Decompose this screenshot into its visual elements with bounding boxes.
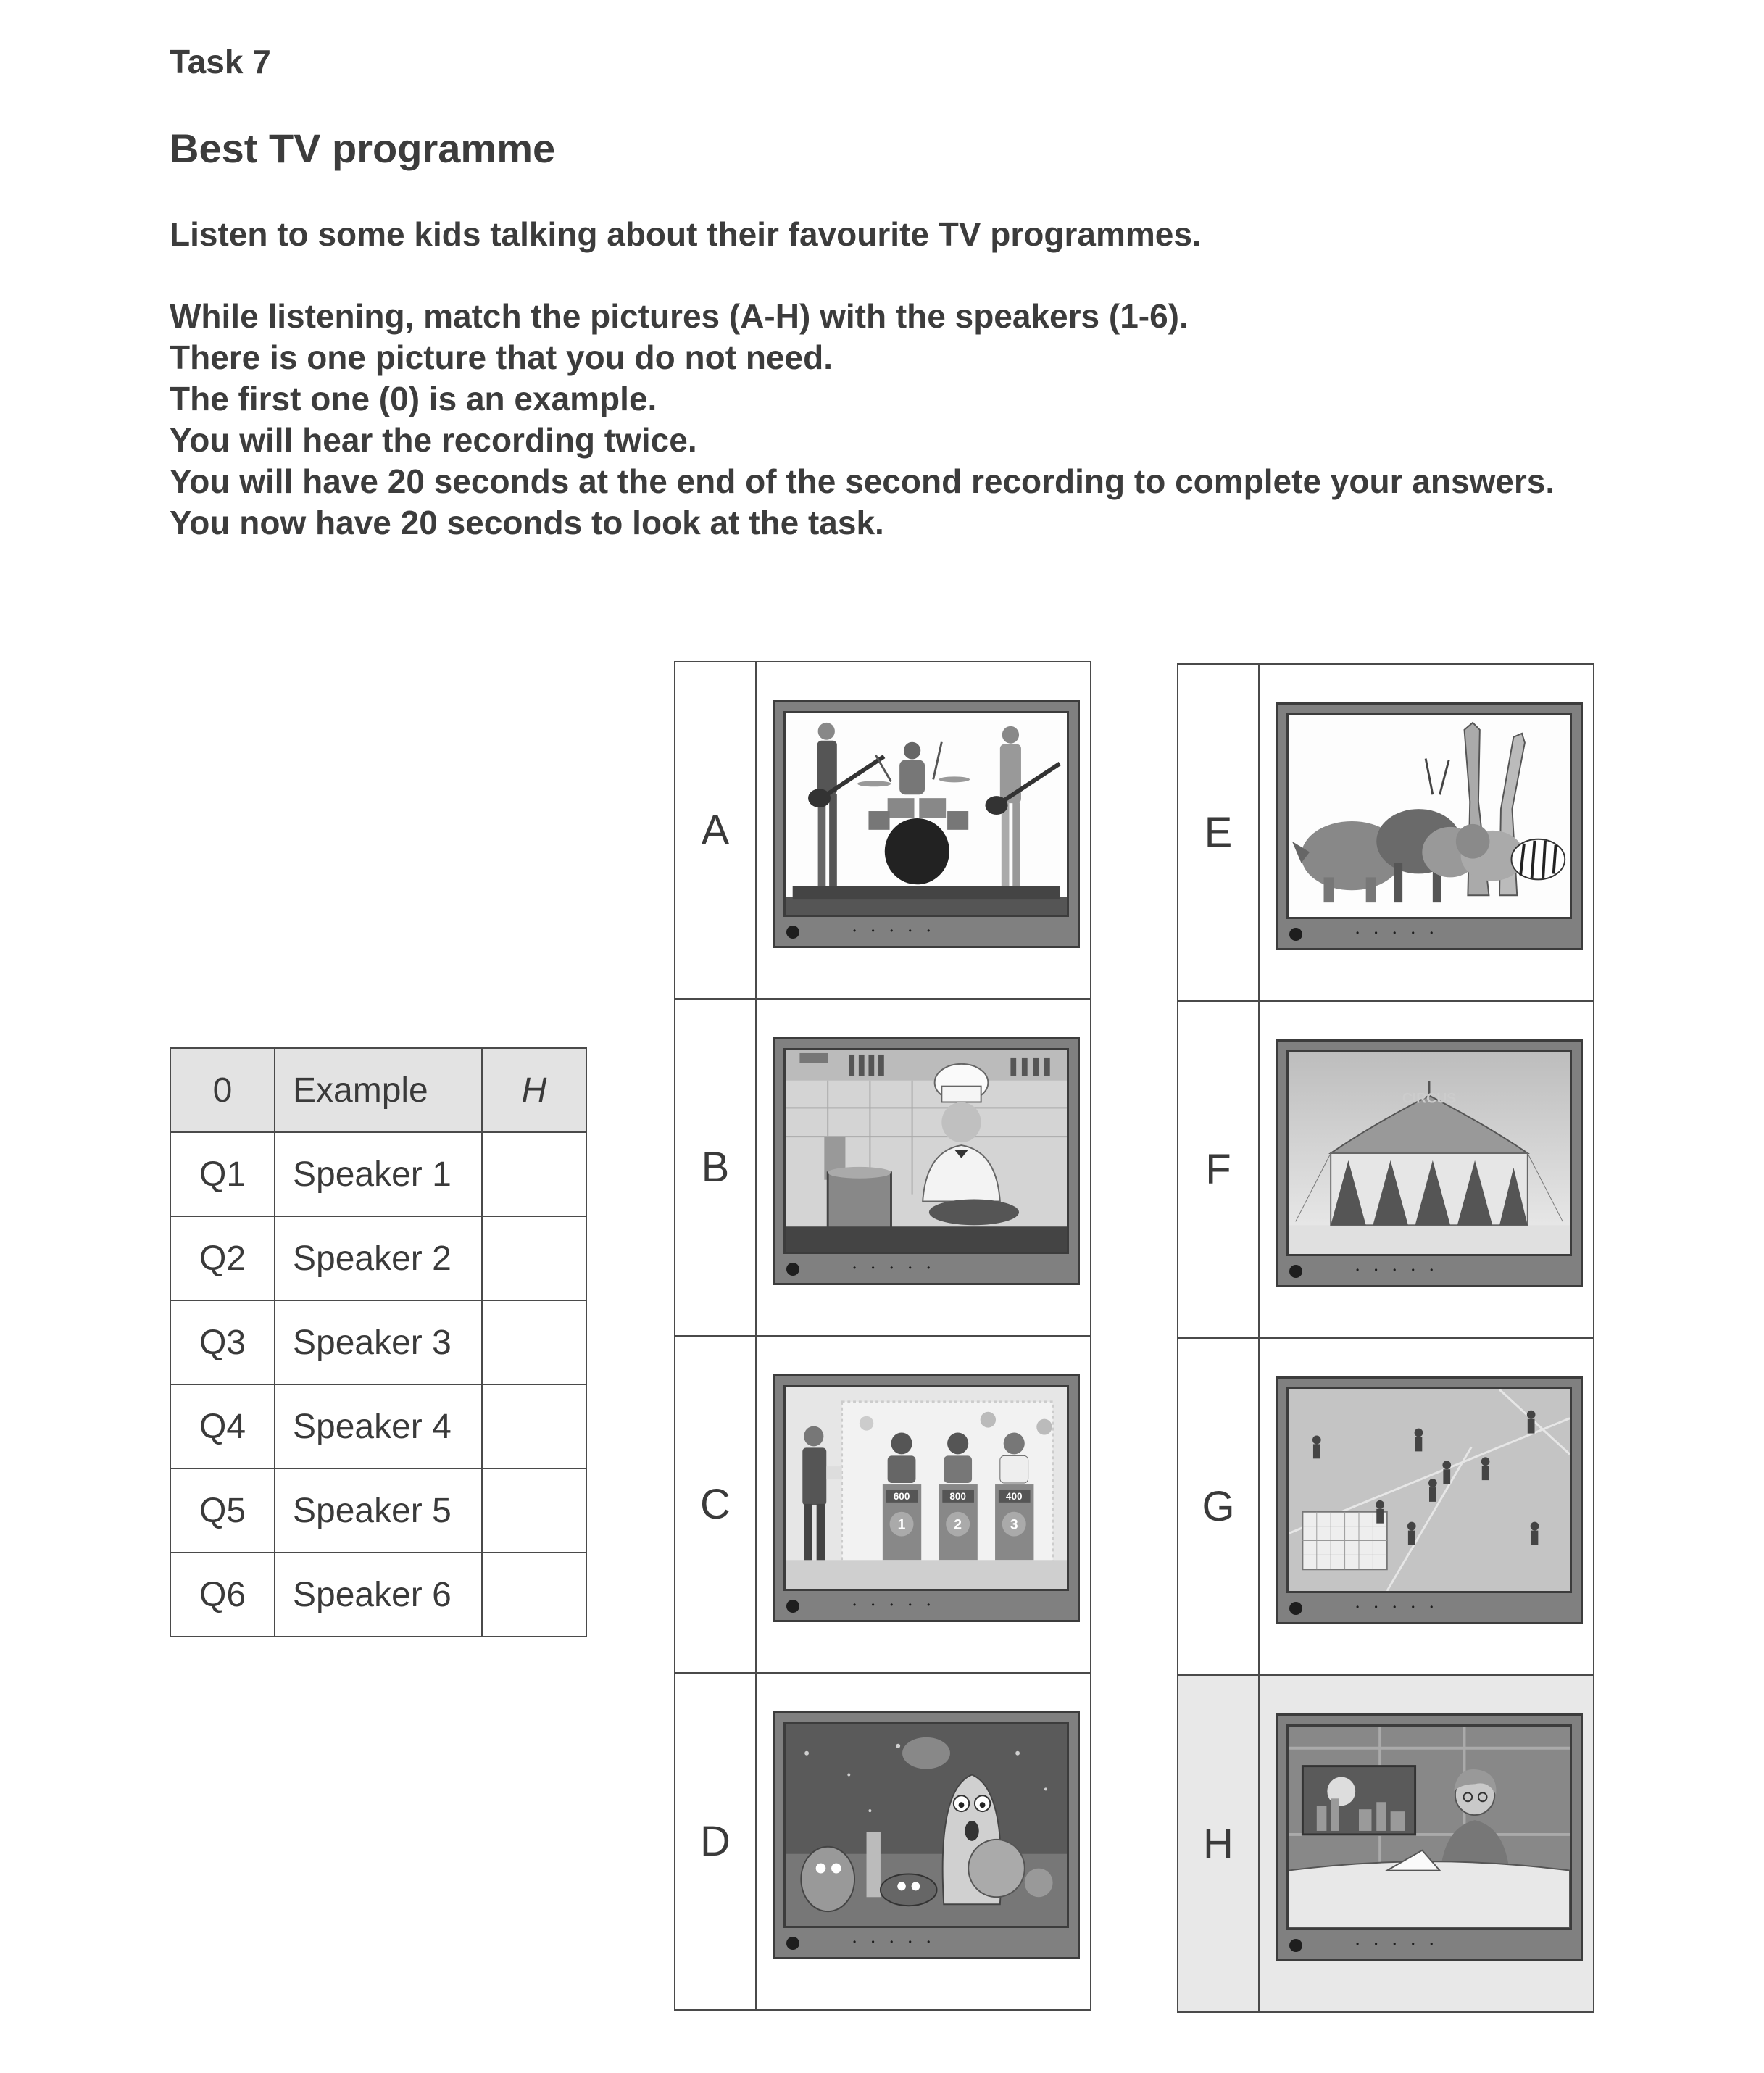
- picture-b: [756, 999, 1091, 1336]
- tv-power-icon: [786, 1937, 799, 1950]
- answer-cell-q4[interactable]: [482, 1384, 586, 1468]
- question-number: Q4: [170, 1384, 275, 1468]
- tv-dots: • • • • •: [1356, 928, 1440, 938]
- tv-frame: [773, 1374, 1080, 1622]
- podium-2: 2: [954, 1516, 962, 1533]
- question-number: Q5: [170, 1468, 275, 1553]
- music-band-image: [783, 711, 1069, 917]
- tv-dots: • • • • •: [1356, 1602, 1440, 1612]
- circus-tent-image: [1286, 1050, 1572, 1256]
- picture-d: [756, 1673, 1091, 2010]
- answer-cell-q2[interactable]: [482, 1216, 586, 1300]
- tv-power-icon: [786, 1263, 799, 1276]
- intro-text: Listen to some kids talking about their favourite TV programmes.: [170, 215, 1202, 253]
- tv-power-icon: [1289, 1265, 1302, 1278]
- picture-f: [1259, 1001, 1594, 1338]
- instruction-line: You now have 20 seconds to look at the task.: [170, 504, 884, 541]
- instruction-line: You will hear the recording twice.: [170, 421, 697, 459]
- pictures-column-left: [674, 661, 1091, 2011]
- tv-power-icon: [1289, 1939, 1302, 1952]
- score-400: 400: [1005, 1490, 1023, 1502]
- picture-g: [1259, 1338, 1594, 1675]
- example-answer: H: [482, 1048, 586, 1132]
- speaker-label: Speaker 6: [275, 1553, 482, 1637]
- page-title: Best TV programme: [170, 125, 556, 171]
- picture-letter-c: C: [675, 1336, 756, 1673]
- tv-power-icon: [786, 926, 799, 939]
- instructions: [170, 296, 1555, 544]
- answer-row-q4: [170, 1384, 586, 1468]
- answer-cell-q3[interactable]: [482, 1300, 586, 1384]
- picture-a: [756, 662, 1091, 999]
- tv-power-icon: [1289, 1602, 1302, 1615]
- instruction-line: There is one picture that you do not need.: [170, 338, 833, 376]
- picture-letter-e: E: [1178, 664, 1259, 1001]
- speaker-label: Speaker 2: [275, 1216, 482, 1300]
- tv-frame: [773, 1711, 1080, 1959]
- tv-dots: • • • • •: [853, 926, 937, 936]
- question-number: Q2: [170, 1216, 275, 1300]
- tv-frame: [1276, 1713, 1583, 1961]
- speaker-label: Speaker 4: [275, 1384, 482, 1468]
- picture-letter-b: B: [675, 999, 756, 1336]
- tv-dots: • • • • •: [853, 1937, 937, 1947]
- instruction-line: The first one (0) is an example.: [170, 380, 657, 417]
- instruction-line: While listening, match the pictures (A-H) with the speakers (1-6).: [170, 297, 1189, 335]
- speaker-label: Speaker 1: [275, 1132, 482, 1216]
- picture-c: [756, 1336, 1091, 1673]
- answer-row-q1: [170, 1132, 586, 1216]
- cartoon-monsters-image: [783, 1722, 1069, 1928]
- answer-cell-q5[interactable]: [482, 1468, 586, 1553]
- podium-1: 1: [897, 1516, 906, 1533]
- picture-letter-g: G: [1178, 1338, 1259, 1675]
- answer-cell-q1[interactable]: [482, 1132, 586, 1216]
- tv-dots: • • • • •: [1356, 1265, 1440, 1275]
- picture-letter-h: H: [1178, 1675, 1259, 2012]
- question-number: 0: [170, 1048, 275, 1132]
- task-label: Task 7: [170, 43, 271, 80]
- tv-dots: • • • • •: [1356, 1939, 1440, 1949]
- tv-frame: [1276, 1039, 1583, 1287]
- instruction-line: You will have 20 seconds at the end of the second recording to complete your answers.: [170, 462, 1555, 500]
- podium-3: 3: [1010, 1516, 1018, 1533]
- question-number: Q6: [170, 1553, 275, 1637]
- tv-frame: [773, 700, 1080, 948]
- tv-frame: [1276, 1376, 1583, 1624]
- tv-frame: [1276, 702, 1583, 950]
- answer-row-q3: [170, 1300, 586, 1384]
- speaker-label: Example: [275, 1048, 482, 1132]
- answer-row-q6: [170, 1553, 586, 1637]
- quiz-show-image: [783, 1385, 1069, 1591]
- example-row: [170, 1048, 586, 1132]
- speaker-label: Speaker 3: [275, 1300, 482, 1384]
- question-number: Q3: [170, 1300, 275, 1384]
- pictures-column-right: [1177, 663, 1594, 2013]
- picture-h: [1259, 1675, 1594, 2012]
- tv-power-icon: [1289, 928, 1302, 941]
- score-800: 800: [949, 1490, 966, 1502]
- answer-row-q2: [170, 1216, 586, 1300]
- question-number: Q1: [170, 1132, 275, 1216]
- speaker-label: Speaker 5: [275, 1468, 482, 1553]
- cooking-chef-image: [783, 1048, 1069, 1254]
- answer-cell-q6[interactable]: [482, 1553, 586, 1637]
- answer-table: [170, 1047, 587, 1637]
- tv-dots: • • • • •: [853, 1600, 937, 1610]
- tv-frame: [773, 1037, 1080, 1285]
- picture-letter-a: A: [675, 662, 756, 999]
- tv-power-icon: [786, 1600, 799, 1613]
- answer-row-q5: [170, 1468, 586, 1553]
- circus-sign: CIRCUS: [1402, 1090, 1457, 1107]
- picture-letter-d: D: [675, 1673, 756, 2010]
- news-presenter-image: [1286, 1724, 1572, 1930]
- wild-animals-image: [1286, 713, 1572, 919]
- football-match-image: [1286, 1387, 1572, 1593]
- tv-dots: • • • • •: [853, 1263, 937, 1273]
- picture-letter-f: F: [1178, 1001, 1259, 1338]
- score-600: 600: [893, 1490, 910, 1502]
- picture-e: [1259, 664, 1594, 1001]
